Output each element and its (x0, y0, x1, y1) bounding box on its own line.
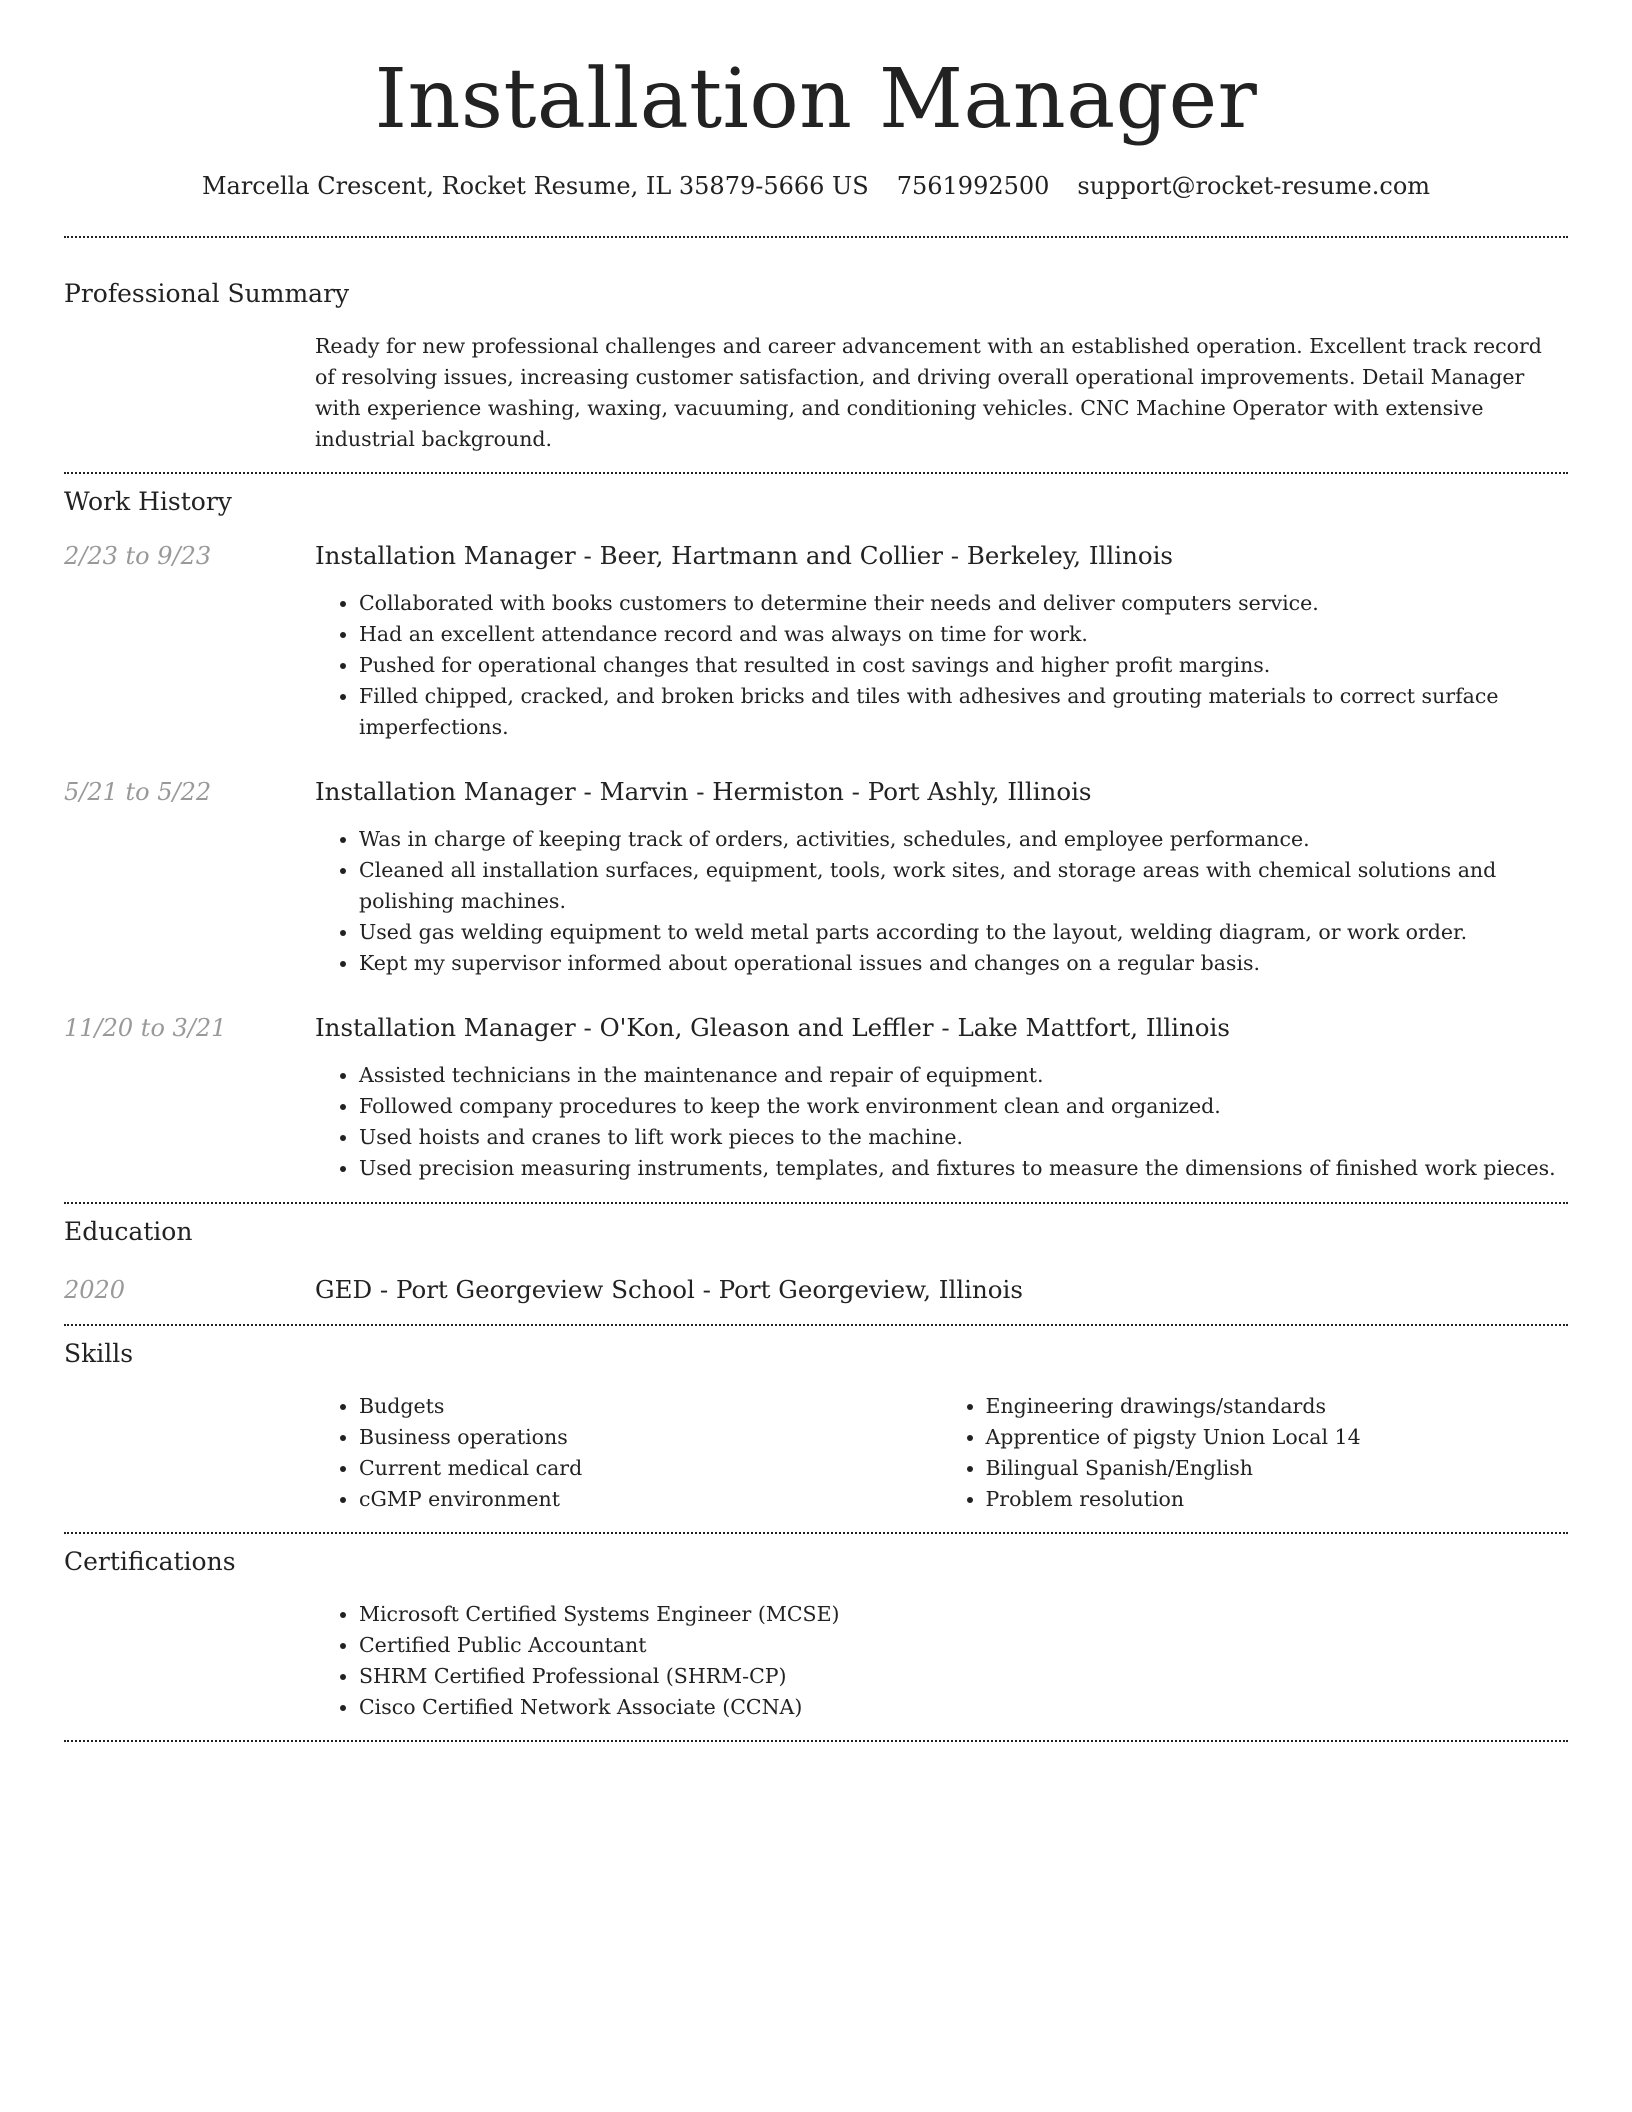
list-item: • Was in charge of keeping track of orders, activities, schedules, and employee performance. (359, 824, 1568, 855)
work-history-section (64, 486, 1568, 1184)
job-heading: Installation Manager - Beer, Hartmann and Collier - Berkeley, Illinois (315, 541, 1174, 570)
education-heading: Education (64, 1217, 193, 1246)
list-item: • Followed company procedures to keep the work environment clean and organized. (359, 1091, 1568, 1122)
list-item: • Apprentice of pigsty Union Local 14 (986, 1422, 1569, 1453)
job-heading: Installation Manager - O'Kon, Gleason and Leffler - Lake Mattfort, Illinois (315, 1013, 1230, 1042)
list-item: • Used hoists and cranes to lift work pieces to the machine. (359, 1122, 1568, 1153)
section-divider (64, 1202, 1568, 1204)
list-item: • Certified Public Accountant (359, 1630, 1568, 1661)
skills-section (64, 1338, 1568, 1515)
list-item: • Budgets (359, 1391, 942, 1422)
section-divider (64, 236, 1568, 238)
summary-heading: Professional Summary (64, 279, 350, 308)
job-entry (64, 1012, 1568, 1184)
section-divider (64, 472, 1568, 474)
resume-name: Installation Manager (374, 52, 1258, 147)
list-item: • Assisted technicians in the maintenance and repair of equipment. (359, 1060, 1568, 1091)
list-item: • Collaborated with books customers to determine their needs and deliver computers service. (359, 588, 1568, 619)
skills-list-right (942, 1391, 1569, 1515)
contact-line (64, 170, 1568, 202)
list-item: • SHRM Certified Professional (SHRM-CP) (359, 1661, 1568, 1692)
list-item: • Engineering drawings/standards (986, 1391, 1569, 1422)
list-item: • Current medical card (359, 1453, 942, 1484)
list-item: • Cisco Certified Network Associate (CCNA) (359, 1692, 1568, 1723)
skills-heading: Skills (64, 1339, 134, 1368)
list-item: • Used precision measuring instruments, templates, and fixtures to measure the dimensions of finished work pieces. (359, 1153, 1568, 1184)
list-item: • Bilingual Spanish/English (986, 1453, 1569, 1484)
list-item: • Had an excellent attendance record and was always on time for work. (359, 619, 1568, 650)
education-section (64, 1216, 1568, 1306)
education-entry (64, 1274, 1568, 1306)
contact-address: Marcella Crescent, Rocket Resume, IL 35879-5666 US (201, 172, 869, 200)
list-item: • Filled chipped, cracked, and broken bricks and tiles with adhesives and grouting materials to correct surface imperfections. (359, 681, 1568, 743)
job-bullets (315, 824, 1568, 979)
certifications-list (315, 1599, 1568, 1723)
skills-list-left (315, 1391, 942, 1515)
summary-text: Ready for new professional challenges and career advancement with an established operation. Excellent track record of resolving issues, increasing customer satisfaction, and driving overall operational improvements. Detail Manager with experience washing, waxing, vacuuming, and conditioning vehicles. CNC Machine Operator with extensive industrial background. (315, 334, 1542, 451)
job-bullets (315, 588, 1568, 743)
education-year: 2020 (64, 1276, 126, 1304)
list-item: • Used gas welding equipment to weld metal parts according to the layout, welding diagram, or work order. (359, 917, 1568, 948)
list-item: • Problem resolution (986, 1484, 1569, 1515)
resume-page (64, 0, 1568, 1742)
job-dates: 11/20 to 3/21 (64, 1014, 227, 1042)
job-entry (64, 776, 1568, 979)
section-divider (64, 1740, 1568, 1742)
summary-section (64, 278, 1568, 455)
job-dates: 5/21 to 5/22 (64, 778, 212, 806)
job-heading: Installation Manager - Marvin - Hermiston - Port Ashly, Illinois (315, 777, 1092, 806)
section-divider (64, 1532, 1568, 1534)
education-heading-line: GED - Port Georgeview School - Port Georgeview, Illinois (315, 1275, 1023, 1304)
skills-grid (64, 1391, 1568, 1515)
list-item: • Microsoft Certified Systems Engineer (MCSE) (359, 1599, 1568, 1630)
contact-email: support@rocket-resume.com (1077, 172, 1431, 200)
certifications-heading: Certifications (64, 1547, 236, 1576)
job-dates: 2/23 to 9/23 (64, 542, 212, 570)
contact-phone: 7561992500 (896, 172, 1050, 200)
list-item: • Kept my supervisor informed about operational issues and changes on a regular basis. (359, 948, 1568, 979)
list-item: • Business operations (359, 1422, 942, 1453)
section-divider (64, 1324, 1568, 1326)
list-item: • cGMP environment (359, 1484, 942, 1515)
certifications-section (64, 1546, 1568, 1723)
list-item: • Cleaned all installation surfaces, equipment, tools, work sites, and storage areas with chemical solutions and polishing machines. (359, 855, 1568, 917)
list-item: • Pushed for operational changes that resulted in cost savings and higher profit margins. (359, 650, 1568, 681)
work-history-heading: Work History (64, 487, 232, 516)
job-bullets (315, 1060, 1568, 1184)
job-entry (64, 540, 1568, 743)
